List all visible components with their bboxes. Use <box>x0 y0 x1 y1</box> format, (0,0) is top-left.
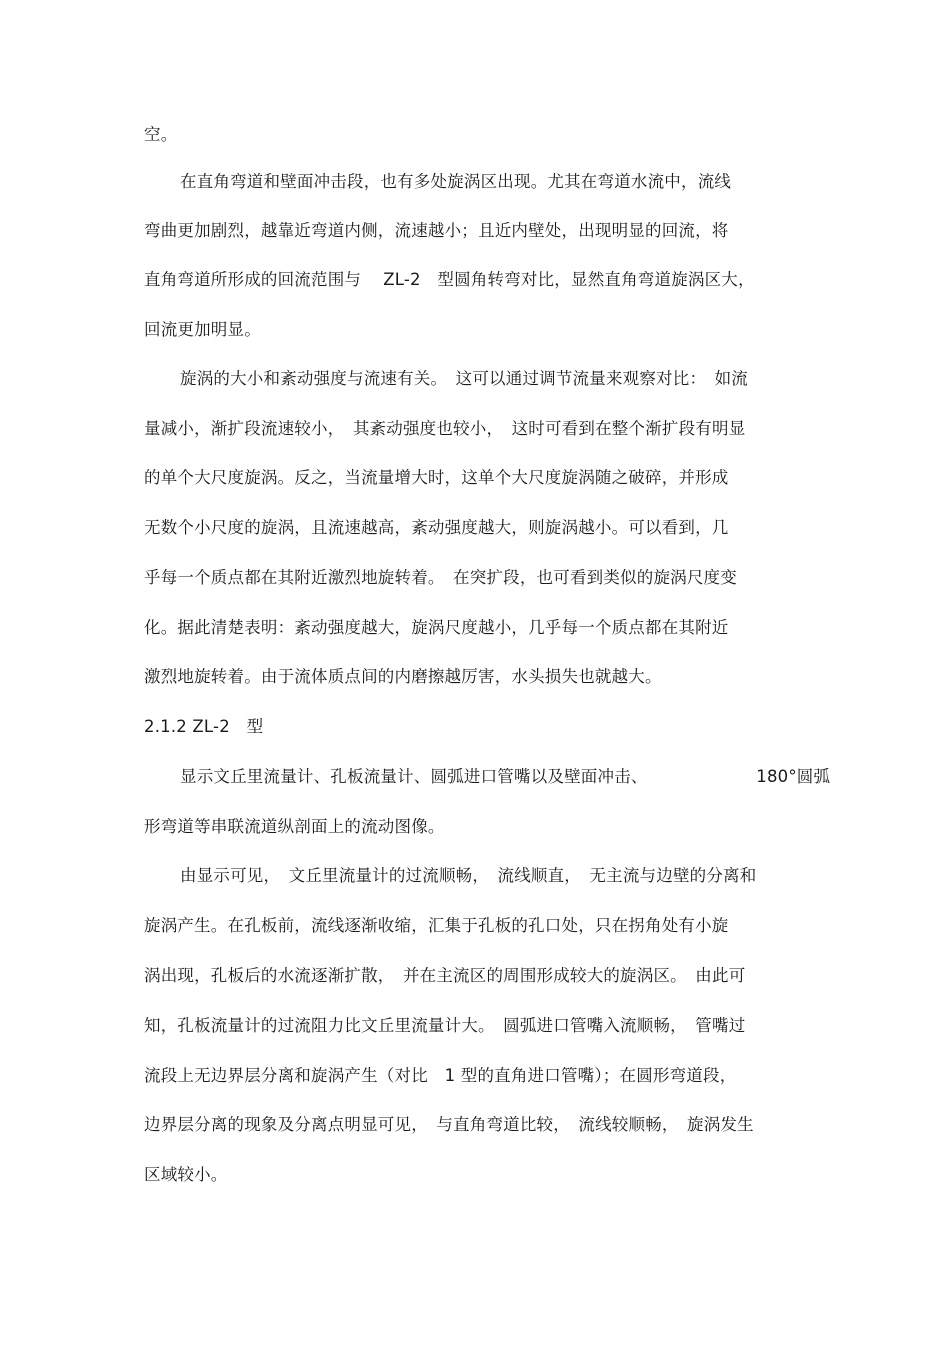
text-line: 无数个小尺度的旋涡，且流速越高，紊动强度越大，则旋涡越小。可以看到，几 <box>144 518 729 537</box>
text-line: 化。据此清楚表明：紊动强度越大，旋涡尺度越小，几乎每一个质点都在其附近 <box>144 618 729 637</box>
text-line: 知，孔板流量计的过流阻力比文丘里流量计大。 圆弧进口管嘴入流顺畅， 管嘴过 <box>144 1016 746 1035</box>
text-line: 区域较小。 <box>144 1165 228 1184</box>
paragraph-first-line: 由显示可见， 文丘里流量计的过流顺畅， 流线顺直， 无主流与边壁的分离和 <box>180 866 757 885</box>
text-line: 空。 <box>144 125 178 144</box>
text-line: 直角弯道所形成的回流范围与 ZL-2 型圆角转弯对比，显然直角弯道旋涡区大， <box>144 270 755 289</box>
paragraph-first-line: 在直角弯道和壁面冲击段，也有多处旋涡区出现。尤其在弯道水流中，流线 <box>180 172 732 191</box>
paragraph-first-line: 显示文丘里流量计、孔板流量计、圆弧进口管嘴以及壁面冲击、 180°圆弧 <box>180 767 831 786</box>
text-line: 回流更加明显。 <box>144 320 261 339</box>
text-line: 形弯道等串联流道纵剖面上的流动图像。 <box>144 817 445 836</box>
text-line: 旋涡产生。在孔板前，流线逐渐收缩，汇集于孔板的孔口处，只在拐角处有小旋 <box>144 916 729 935</box>
text-line: 激烈地旋转着。由于流体质点间的内磨擦越厉害，水头损失也就越大。 <box>144 667 662 686</box>
text-line: 弯曲更加剧烈，越靠近弯道内侧，流速越小；且近内壁处，出现明显的回流，将 <box>144 221 729 240</box>
text-line: 流段上无边界层分离和旋涡产生（对比 1 型的直角进口管嘴）；在圆形弯道段， <box>144 1066 737 1085</box>
text-line: 乎每一个质点都在其附近激烈地旋转着。 在突扩段，也可看到类似的旋涡尺度变 <box>144 568 737 587</box>
text-line: 的单个大尺度旋涡。反之，当流量增大时，这单个大尺度旋涡随之破碎，并形成 <box>144 468 729 487</box>
text-line: 涡出现，孔板后的水流逐渐扩散， 并在主流区的周围形成较大的旋涡区。 由此可 <box>144 966 746 985</box>
paragraph-first-line: 旋涡的大小和紊动强度与流速有关。 这可以通过调节流量来观察对比： 如流 <box>180 369 748 388</box>
text-line: 边界层分离的现象及分离点明显可见， 与直角弯道比较， 流线较顺畅， 旋涡发生 <box>144 1115 754 1134</box>
text-line: 量减小，渐扩段流速较小， 其紊动强度也较小， 这时可看到在整个渐扩段有明显 <box>144 419 746 438</box>
section-heading: 2.1.2 ZL-2 型 <box>144 717 264 736</box>
